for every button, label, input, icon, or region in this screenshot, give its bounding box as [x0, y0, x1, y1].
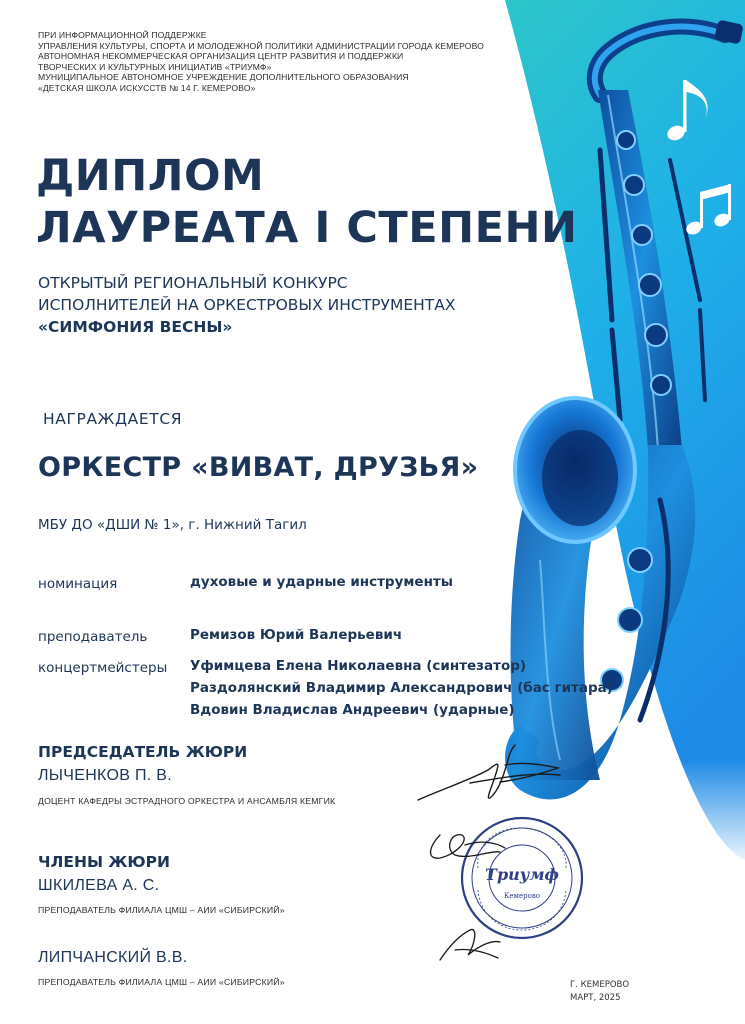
stamp-logo-text: Триумф: [485, 865, 559, 884]
jury-member-1-role: ПРЕПОДАВАТЕЛЬ ФИЛИАЛА ЦМШ – АИИ «СИБИРСКИЙ»: [38, 905, 285, 915]
contest-info: [38, 272, 455, 338]
contest-line-1: ОТКРЫТЫЙ РЕГИОНАЛЬНЫЙ КОНКУРС: [38, 274, 348, 292]
contest-line-2: ИСПОЛНИТЕЛЕЙ НА ОРКЕСТРОВЫХ ИНСТРУМЕНТАХ: [38, 296, 456, 314]
contest-name: «СИМФОНИЯ ВЕСНЫ»: [38, 318, 233, 336]
diploma-title: [36, 150, 577, 254]
jury-chair-heading: ПРЕДСЕДАТЕЛЬ ЖЮРИ: [38, 743, 248, 761]
nomination-label: номинация: [38, 576, 118, 592]
jury-chair-name: ЛЫЧЕНКОВ П. В.: [38, 767, 172, 784]
accompanist-1: Уфимцева Елена Николаевна (синтезатор): [190, 658, 527, 674]
support-organizations: [38, 30, 598, 94]
title-line-2: ЛАУРЕАТА I СТЕПЕНИ: [36, 203, 578, 253]
accompanists-label: концертмейстеры: [38, 660, 168, 676]
jury-member-2-role: ПРЕПОДАВАТЕЛЬ ФИЛИАЛА ЦМШ – АИИ «СИБИРСКИЙ»: [38, 977, 285, 987]
jury-member-2-name: ЛИПЧАНСКИЙ В.В.: [38, 949, 188, 966]
accompanist-2: Раздолянский Владимир Александрович (бас гитара): [190, 680, 613, 696]
place-date: [570, 979, 629, 1005]
stamp-city-text: Кемерово: [504, 892, 540, 900]
recipient-name: ОРКЕСТР «ВИВАТ, ДРУЗЬЯ»: [38, 452, 479, 483]
support-line: ТВОРЧЕСКИХ И КУЛЬТУРНЫХ ИНИЦИАТИВ «ТРИУМФ»: [38, 61, 272, 72]
jury-chair-role: ДОЦЕНТ КАФЕДРЫ ЭСТРАДНОГО ОРКЕСТРА И АНСАМБЛЯ КЕМГИК: [38, 796, 336, 806]
teacher-label: преподаватель: [38, 629, 148, 645]
title-line-1: ДИПЛОМ: [36, 151, 265, 201]
footer-city: Г. КЕМЕРОВО: [570, 980, 630, 990]
teacher-value: Ремизов Юрий Валерьевич: [190, 627, 403, 643]
accompanist-3: Вдовин Владислав Андреевич (ударные): [190, 702, 515, 718]
jury-members-heading: ЧЛЕНЫ ЖЮРИ: [38, 853, 170, 871]
support-line: АВТОНОМНАЯ НЕКОММЕРЧЕСКАЯ ОРГАНИЗАЦИЯ ЦЕНТР РАЗВИТИЯ И ПОДДЕРЖКИ: [38, 51, 404, 62]
support-line: ПРИ ИНФОРМАЦИОННОЙ ПОДДЕРЖКЕ: [38, 30, 207, 40]
awarded-label: НАГРАЖДАЕТСЯ: [43, 410, 183, 428]
support-line: МУНИЦИПАЛЬНОЕ АВТОНОМНОЕ УЧРЕЖДЕНИЕ ДОПОЛНИТЕЛЬНОГО ОБРАЗОВАНИЯ: [38, 72, 409, 83]
support-line: УПРАВЛЕНИЯ КУЛЬТУРЫ, СПОРТА И МОЛОДЕЖНОЙ ПОЛИТИКИ АДМИНИСТРАЦИИ ГОРОДА КЕМЕРОВО: [38, 40, 484, 51]
footer-date: МАРТ, 2025: [570, 993, 621, 1003]
support-line: «ДЕТСКАЯ ШКОЛА ИСКУССТВ № 14 Г. КЕМЕРОВО»: [38, 82, 256, 93]
recipient-institution: МБУ ДО «ДШИ № 1», г. Нижний Тагил: [38, 517, 307, 533]
nomination-value: духовые и ударные инструменты: [190, 574, 453, 590]
jury-member-1-name: ШКИЛЕВА А. С.: [38, 877, 160, 894]
